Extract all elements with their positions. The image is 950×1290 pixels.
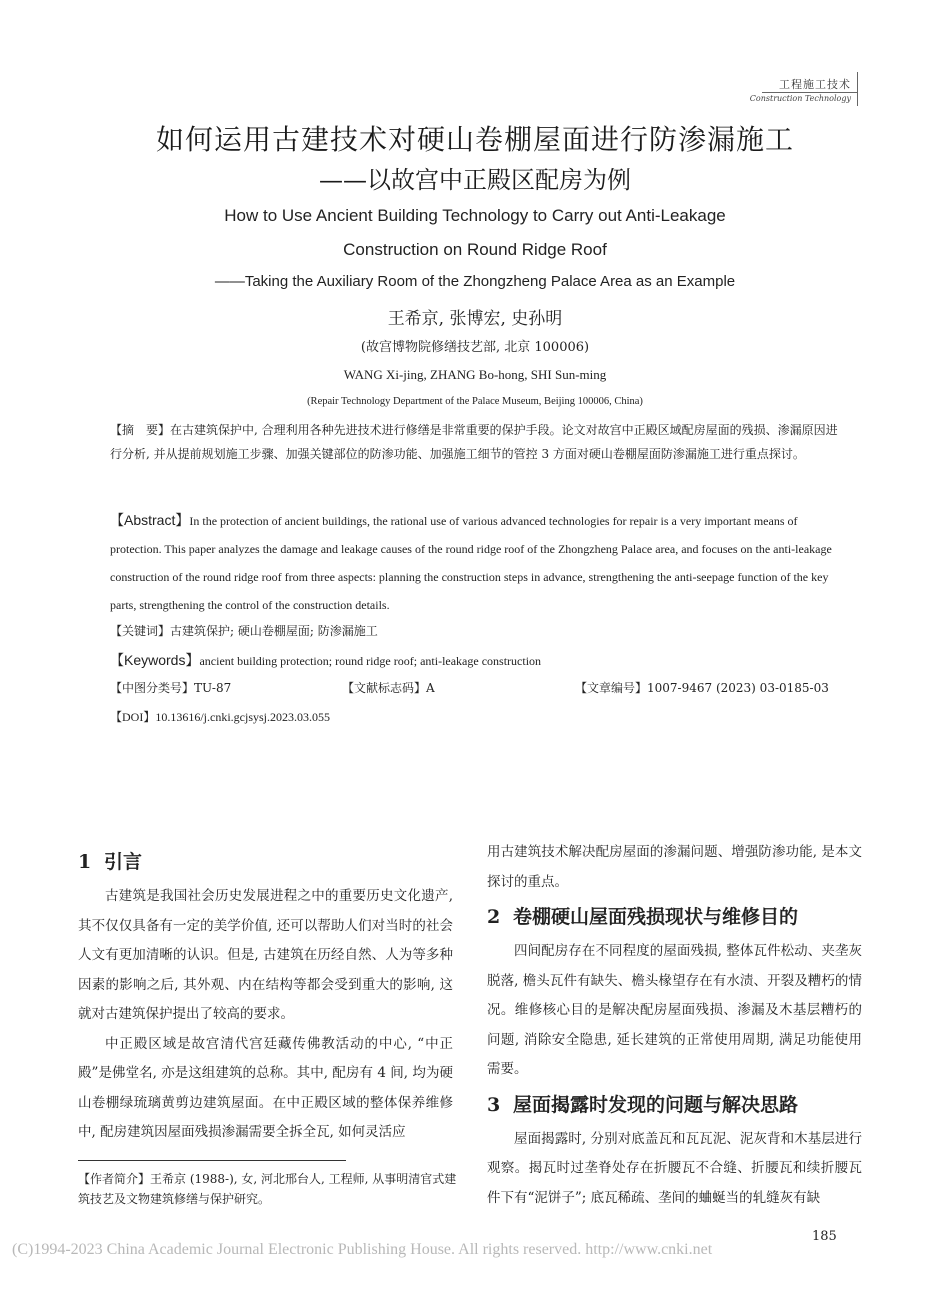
keywords-en	[110, 648, 840, 673]
keywords-cn	[110, 619, 840, 643]
article-number-label: 【文章编号】	[575, 681, 648, 695]
doi	[110, 705, 840, 729]
body-right-column	[487, 838, 862, 1213]
keywords-cn-text: 古建筑保护; 硬山卷棚屋面; 防渗漏施工	[170, 624, 378, 638]
footnote-label: 【作者简介】	[78, 1172, 151, 1186]
section-1-number: 1	[78, 851, 92, 873]
section-1-heading	[78, 842, 453, 882]
abstract-en-label: 【Abstract】	[110, 512, 190, 528]
section-3-heading	[487, 1085, 862, 1125]
footnote-text: 王希京 (1988-), 女, 河北邢台人, 工程师, 从事明清官式建筑技艺及文物建筑修缮与保护研究。	[78, 1172, 457, 1206]
keywords-en-label: 【Keywords】	[110, 652, 200, 668]
abstract-en	[110, 506, 840, 619]
clc-value: TU-87	[194, 681, 232, 695]
footnote-rule	[78, 1160, 346, 1161]
body-left-column	[78, 842, 453, 1148]
clc-label: 【中图分类号】	[110, 681, 195, 695]
title-en-line1: How to Use Ancient Building Technology to Carry out Anti-Leakage	[224, 206, 726, 225]
author-footnote	[78, 1169, 463, 1209]
journal-name-en: Construction Technology	[749, 94, 851, 103]
section-1-title: 引言	[104, 851, 143, 873]
keywords-cn-label: 【关键词】	[110, 624, 171, 638]
document-code	[342, 676, 435, 700]
affiliation-en: (Repair Technology Department of the Palace Museum, Beijing 100006, China)	[307, 396, 643, 407]
journal-header	[707, 72, 858, 106]
section-1-paragraph-2: 中正殿区域是故宫清代宫廷藏传佛教活动的中心, “中正殿”是佛堂名, 亦是这组建筑的总称。其中, 配房有 4 间, 均为硬山卷棚绿琉璃黄剪边建筑屋面。在中正殿区域的整体保养维修中, 配房建筑因屋面残损渗漏需要全拆全瓦, 如何灵活应	[78, 1035, 453, 1140]
section-3-number: 3	[487, 1093, 501, 1116]
abstract-en-text: In the protection of ancient buildings, the rational use of various advanced technologies for repair is a very important means of protection. This paper analyzes the damage and leakage causes of the round ridge roof of the Zhongzheng Palace area, and focuses on the anti-leakage construction of the round ridge roof from three aspects: planning the construction steps in advance, strengthening the anti-seepage function of the key parts, strengthening the control of the construction details.	[110, 514, 832, 612]
authors-cn: 王希京, 张博宏, 史孙明	[387, 309, 563, 329]
abstract-cn-text: 在古建筑保护中, 合理利用各种先进技术进行修缮是非常重要的保护手段。论文对故宫中正殿区域配房屋面的残损、渗漏原因进行分析, 并从提前规划施工步骤、加强关键部位的防渗功能、加强施工细节的管控 3 方面对硬山卷棚屋面防渗漏施工进行重点探讨。	[110, 423, 838, 461]
section-2-title: 卷棚硬山屋面残损现状与维修目的	[513, 906, 799, 928]
authors-en: WANG Xi-jing, ZHANG Bo-hong, SHI Sun-ming	[343, 367, 607, 382]
section-2-paragraph-1: 四间配房存在不同程度的屋面残损, 整体瓦件松动、夹垄灰脱落, 檐头瓦件有缺失、檐头椽望存在有水渍、开裂及糟朽的情况。维修核心目的是解决配房屋面残损、渗漏及木基层糟朽的问题, 消除安全隐患, 延长建筑的正常使用周期, 满足功能使用需要。	[487, 943, 862, 1077]
title-cn-main: 如何运用古建技术对硬山卷棚屋面进行防渗漏施工	[155, 123, 794, 156]
page-number: 185	[812, 1229, 837, 1244]
document-code-label: 【文献标志码】	[342, 681, 427, 695]
keywords-en-text: ancient building protection; round ridge roof; anti-leakage construction	[199, 654, 542, 668]
affiliation-cn: (故宫博物院修缮技艺部, 北京 100006)	[360, 340, 590, 355]
clc-number	[110, 676, 231, 700]
section-2-number: 2	[487, 906, 501, 928]
article-number	[575, 676, 829, 700]
title-cn-subtitle: ——以故宫中正殿区配房为例	[319, 166, 631, 194]
classification-row	[110, 676, 840, 700]
section-3-title: 屋面揭露时发现的问题与解决思路	[513, 1093, 799, 1116]
abstract-cn-label: 【摘 要】	[110, 423, 171, 437]
doi-label: 【DOI】	[110, 710, 156, 724]
article-number-value: 1007-9467 (2023) 03-0185-03	[647, 681, 829, 695]
document-code-value: A	[426, 681, 435, 695]
section-2-heading	[487, 897, 862, 937]
title-en-subtitle: ——Taking the Auxiliary Room of the Zhongzheng Palace Area as an Example	[214, 273, 736, 290]
section-1-paragraph-2-continued: 用古建筑技术解决配房屋面的渗漏问题、增强防渗功能, 是本文探讨的重点。	[487, 844, 862, 890]
doi-value: 10.13616/j.cnki.gcjsysj.2023.03.055	[155, 710, 331, 724]
journal-name-cn: 工程施工技术	[779, 78, 851, 91]
section-3-paragraph-1: 屋面揭露时, 分别对底盖瓦和瓦瓦泥、泥灰背和木基层进行观察。揭瓦时过垄脊处存在折腰瓦不合缝、折腰瓦和续折腰瓦件下有“泥饼子”; 底瓦稀疏、垄间的蛐蜒当的轧缝灰有缺	[487, 1130, 862, 1206]
cnki-copyright-watermark: (C)1994-2023 China Academic Journal Electronic Publishing House. All rights reserved. http://www.cnki.net	[12, 1241, 713, 1258]
section-1-paragraph-1: 古建筑是我国社会历史发展进程之中的重要历史文化遗产, 其不仅仅具备有一定的美学价值, 还可以帮助人们对当时的社会人文有更加清晰的认识。但是, 古建筑在历经自然、人为等多种因素的影响之后, 其外观、内在结构等都会受到重大的影响, 这就对古建筑保护提出了较高的要求。	[78, 888, 453, 1022]
title-en-line2: Construction on Round Ridge Roof	[343, 240, 607, 259]
journal-header-rule	[762, 92, 857, 93]
abstract-cn	[110, 418, 840, 466]
